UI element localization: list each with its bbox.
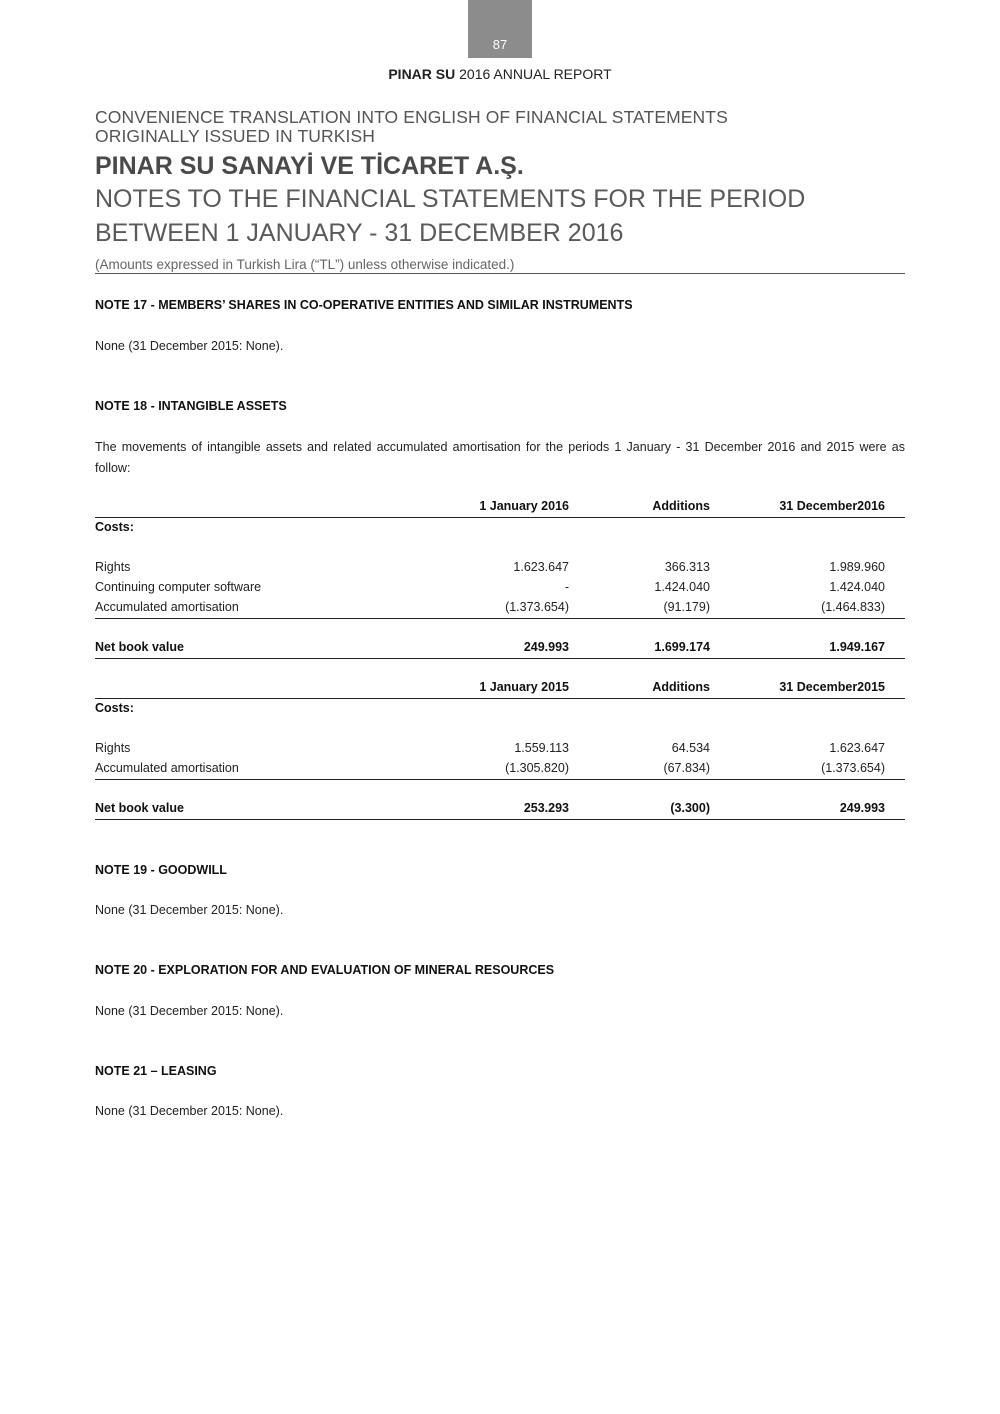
col-header-opening: 1 January 2016 bbox=[479, 499, 569, 513]
col-header-opening: 1 January 2015 bbox=[479, 680, 569, 694]
row-value: 1.623.647 bbox=[513, 560, 569, 574]
row-value: (1.464.833) bbox=[821, 600, 885, 614]
row-value: (67.834) bbox=[663, 761, 710, 775]
total-label: Net book value bbox=[95, 801, 184, 815]
row-value: (1.373.654) bbox=[821, 761, 885, 775]
total-label: Net book value bbox=[95, 640, 184, 654]
row-value: (91.179) bbox=[663, 600, 710, 614]
table-2016-header bbox=[95, 497, 905, 517]
row-value: 1.424.040 bbox=[829, 580, 885, 594]
row-value: (1.373.654) bbox=[505, 600, 569, 614]
col-header-additions: Additions bbox=[652, 680, 710, 694]
note-20-title: NOTE 20 - EXPLORATION FOR AND EVALUATION OF MINERAL RESOURCES bbox=[95, 963, 555, 977]
total-value: 249.993 bbox=[839, 801, 885, 815]
section-label: Costs: bbox=[95, 701, 134, 715]
note-17-text: None (31 December 2015: None). bbox=[95, 339, 284, 353]
divider bbox=[95, 658, 905, 659]
note-19-text: None (31 December 2015: None). bbox=[95, 903, 284, 917]
row-label: Rights bbox=[95, 741, 131, 755]
divider bbox=[95, 819, 905, 820]
table-row bbox=[95, 739, 905, 759]
note-19-title: NOTE 19 - GOODWILL bbox=[95, 863, 227, 877]
row-value: 64.534 bbox=[671, 741, 710, 755]
row-label: Accumulated amortisation bbox=[95, 600, 239, 614]
divider bbox=[95, 618, 905, 619]
report-brand: PINAR SU bbox=[388, 66, 456, 82]
total-value: 253.293 bbox=[523, 801, 569, 815]
convenience-line-1: CONVENIENCE TRANSLATION INTO ENGLISH OF FINANCIAL STATEMENTS bbox=[95, 107, 728, 127]
table-row bbox=[95, 558, 905, 578]
total-value: 249.993 bbox=[523, 640, 569, 654]
total-value: 1.949.167 bbox=[829, 640, 885, 654]
divider bbox=[95, 779, 905, 780]
section-label: Costs: bbox=[95, 520, 134, 534]
row-value: (1.305.820) bbox=[505, 761, 569, 775]
row-label: Continuing computer software bbox=[95, 580, 262, 594]
table-row bbox=[95, 598, 905, 618]
notes-title-line-2: BETWEEN 1 JANUARY - 31 DECEMBER 2016 bbox=[95, 219, 624, 247]
row-label: Rights bbox=[95, 560, 131, 574]
col-header-closing: 31 December2016 bbox=[779, 499, 885, 513]
table-row bbox=[95, 759, 905, 779]
report-title bbox=[0, 66, 1000, 82]
table-2015-total bbox=[95, 799, 905, 819]
note-17-title: NOTE 17 - MEMBERS’ SHARES IN CO-OPERATIVE ENTITIES AND SIMILAR INSTRUMENTS bbox=[95, 298, 633, 312]
report-title-text: 2016 ANNUAL REPORT bbox=[459, 66, 612, 82]
row-value: 1.989.960 bbox=[829, 560, 885, 574]
row-label: Accumulated amortisation bbox=[95, 761, 239, 775]
document-header bbox=[95, 108, 905, 274]
note-18-text: The movements of intangible assets and related accumulated amortisation for the periods 1 January - 31 December 2016 and 2015 were as follow: bbox=[95, 440, 905, 475]
table-row bbox=[95, 578, 905, 598]
company-name: PINAR SU SANAYİ VE TİCARET A.Ş. bbox=[95, 152, 524, 180]
row-value: 366.313 bbox=[664, 560, 710, 574]
notes-title-line-1: NOTES TO THE FINANCIAL STATEMENTS FOR THE PERIOD bbox=[95, 185, 806, 213]
total-value: (3.300) bbox=[670, 801, 710, 815]
row-value: 1.424.040 bbox=[654, 580, 710, 594]
table-2016-section bbox=[95, 518, 905, 538]
row-value: 1.559.113 bbox=[514, 741, 569, 755]
table-2015-header bbox=[95, 678, 905, 698]
total-value: 1.699.174 bbox=[654, 640, 710, 654]
row-value: - bbox=[564, 580, 569, 594]
note-20-text: None (31 December 2015: None). bbox=[95, 1004, 284, 1018]
col-header-closing: 31 December2015 bbox=[779, 680, 885, 694]
table-2015-section bbox=[95, 699, 905, 719]
note-21-title: NOTE 21 – LEASING bbox=[95, 1064, 217, 1078]
note-18-title: NOTE 18 - INTANGIBLE ASSETS bbox=[95, 399, 287, 413]
row-value: 1.623.647 bbox=[829, 741, 885, 755]
convenience-line-2: ORIGINALLY ISSUED IN TURKISH bbox=[95, 126, 375, 146]
amounts-note: (Amounts expressed in Turkish Lira (“TL”) unless otherwise indicated.) bbox=[95, 257, 905, 274]
note-21-text: None (31 December 2015: None). bbox=[95, 1104, 284, 1118]
col-header-additions: Additions bbox=[652, 499, 710, 513]
page-number: 87 bbox=[468, 0, 532, 58]
table-2016-total bbox=[95, 638, 905, 658]
